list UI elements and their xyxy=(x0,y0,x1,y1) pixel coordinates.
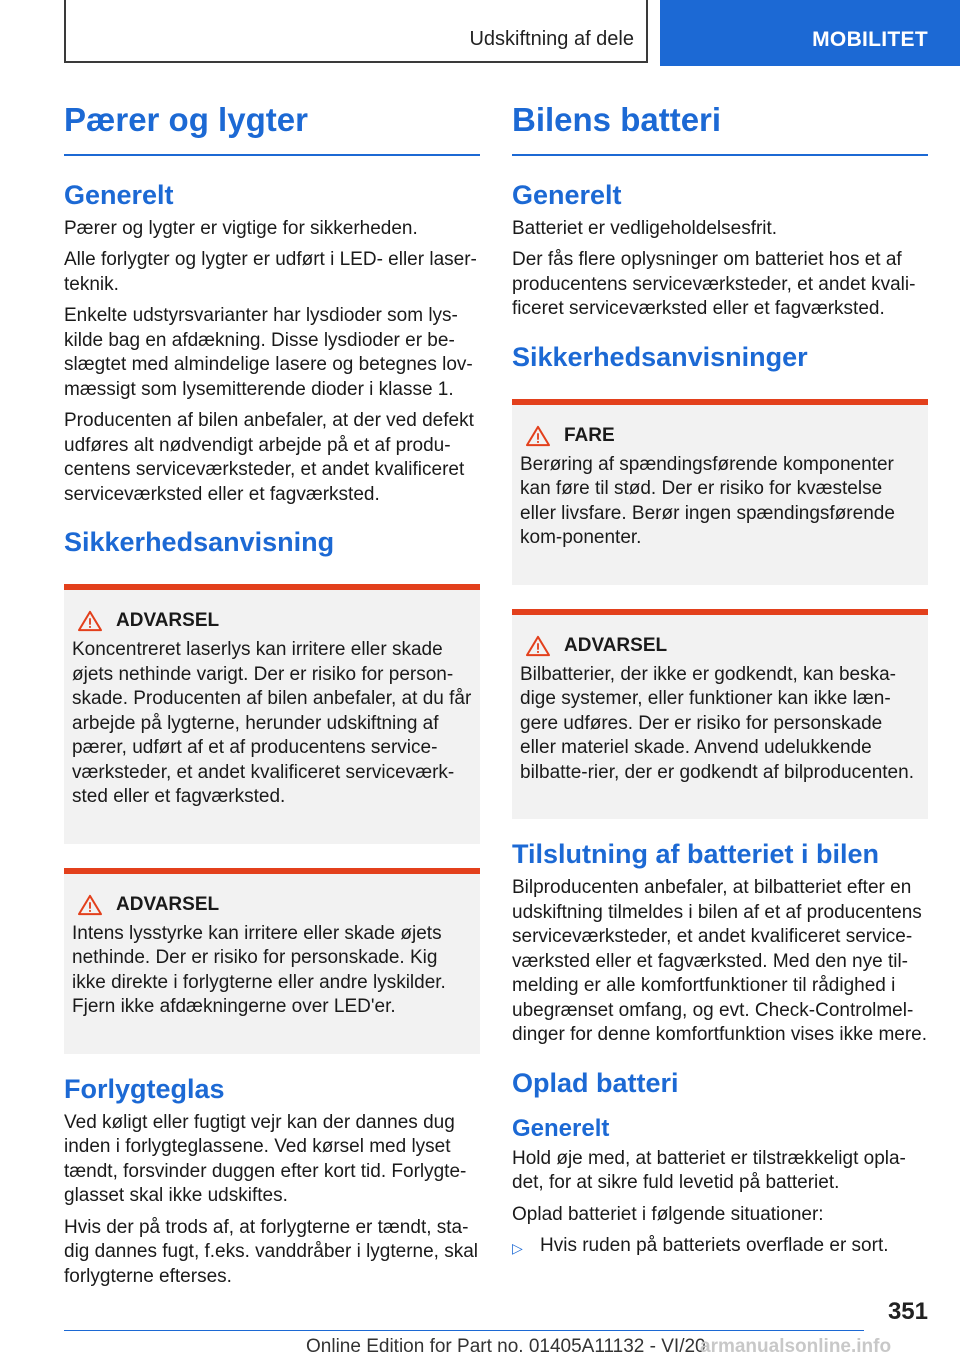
list-item xyxy=(512,1234,928,1261)
warning-triangle-icon xyxy=(76,610,104,632)
paragraph: Oplad batteriet i følgende situationer: xyxy=(512,1203,824,1225)
paragraph: Hvis der på trods af, at forlygterne er tændt, sta-dig dannes fugt, f.eks. vanddråber i lygterne, skal forlygterne efterses. xyxy=(64,1216,479,1287)
heading-connect-battery: Tilslutning af batteriet i bilen xyxy=(512,839,880,870)
danger-header xyxy=(520,425,922,447)
warning-box xyxy=(64,584,480,844)
paragraph: Batteriet er vedligeholdelsesfrit. xyxy=(512,217,778,239)
warning-text: Intens lysstyrke kan irritere eller skade øjets nethinde. Der er risiko for personskade. Kig ikke direkte i forlygterne eller andre lyskilder. Fjern ikke afdækningerne over LED'er. xyxy=(72,922,446,1018)
warning-header xyxy=(72,610,474,632)
danger-text: Berøring af spændingsførende komponenter kan føre til stød. Der er risiko for kvæstelse eller livsfare. Berør ingen spændingsførende kom-ponenter. xyxy=(520,453,895,549)
list-item-text: Hvis ruden på batteriets overflade er sort. xyxy=(540,1235,889,1257)
paragraph: Der fås flere oplysninger om batteriet hos et af producentens serviceværksteder, et andet kvali-ficeret serviceværksted eller et fagværksted. xyxy=(512,249,916,320)
footer-rule xyxy=(64,1330,864,1331)
heading-safety: Sikkerhedsanvisning xyxy=(64,527,335,558)
paragraph: Ved køligt eller fugtigt vejr kan der dannes dug inden i forlygteglassene. Ved kørsel med lyset tændt, forsvinder duggen efter kort tid. Forlygte-glasset skal ikke udskiftes. xyxy=(64,1111,467,1207)
warning-title: ADVARSEL xyxy=(564,634,668,656)
subheading-general: Generelt xyxy=(512,1114,610,1142)
paragraph: Alle forlygter og lygter er udført i LED- eller laser-teknik. xyxy=(64,249,477,295)
paragraph: Hold øje med, at batteriet er tilstrækkeligt opla-det, for at sikre fuld levetid på batteriet. xyxy=(512,1147,906,1194)
triangle-bullet-icon: ▷ xyxy=(512,1240,523,1257)
left-column xyxy=(64,100,480,1296)
warning-triangle-icon xyxy=(524,425,552,447)
warning-triangle-icon xyxy=(76,894,104,916)
footer-edition: Online Edition for Part no. 01405A11132 - VI/20 xyxy=(306,1336,706,1357)
heading-general: Generelt xyxy=(64,179,174,210)
paragraph: Bilproducenten anbefaler, at bilbatteriet efter en udskiftning tilmeldes i bilen af et af producentens serviceværksteder, et andet kvalificeret service-værksted eller et fagværksted. Med den nye til-melding er alle komfortfunktioner til rådighed i ubegrænset omfang, og evt. Check-Controlmel-dinger for denne komfortfunktion vises ikke mere. xyxy=(512,877,928,1046)
heading-charge-battery: Oplad batteri xyxy=(512,1067,679,1098)
warning-box xyxy=(64,868,480,1054)
paragraph: Enkelte udstyrsvarianter har lysdioder som lys-kilde bag en afdækning. Disse lysdioder er be-slægtet med almindelige lasere og betegnes lov-mæssigt som lysemitterende dioder i klasse 1. xyxy=(64,305,473,400)
paragraph: Producenten af bilen anbefaler, at der ved defekt udføres alt nødvendigt arbejde på et af produ-centens serviceværksteder, et andet kvalificeret serviceværksted eller et fagværksted. xyxy=(64,410,474,505)
heading-safety: Sikkerhedsanvisninger xyxy=(512,341,808,372)
paragraph: Pærer og lygter er vigtige for sikkerheden. xyxy=(64,217,418,239)
danger-title: FARE xyxy=(564,424,615,446)
page-header xyxy=(0,0,960,66)
breadcrumb-label: Udskiftning af dele xyxy=(469,28,634,50)
warning-title: ADVARSEL xyxy=(116,610,220,632)
warning-triangle-icon xyxy=(524,635,552,657)
section-label: MOBILITET xyxy=(812,28,928,51)
warning-box xyxy=(512,609,928,820)
section-title-battery: Bilens batteri xyxy=(512,100,928,156)
section-title-bulbs: Pærer og lygter xyxy=(64,100,480,156)
warning-header xyxy=(520,635,922,657)
danger-box xyxy=(512,399,928,585)
warning-header xyxy=(72,894,474,916)
warning-text: Koncentreret laserlys kan irritere eller skade øjets nethinde varigt. Der er risiko for person-skade. Producenten af bilen anbefaler, at du får arbejde på lygterne, herunder udskiftning af pærer, udført af et af producentens service-værksteder, et andet kvalificeret serviceværk-sted eller et fagværksted. xyxy=(72,639,472,808)
right-column xyxy=(512,100,928,1261)
warning-title: ADVARSEL xyxy=(116,893,220,915)
heading-headlamp-glass: Forlygteglas xyxy=(64,1073,225,1104)
page-number: 351 xyxy=(887,1298,928,1325)
watermark: armanualsonline.info xyxy=(700,1336,892,1357)
breadcrumb xyxy=(64,0,648,63)
section-tab xyxy=(660,0,960,66)
warning-text: Bilbatterier, der ikke er godkendt, kan beska-dige systemer, eller funktioner kan ikke læn-gere udføres. Der er risiko for personskade eller materiel skade. Anvend udelukkende bilbatte-rier, der er godkendt af bilproducenten. xyxy=(520,663,914,783)
heading-general: Generelt xyxy=(512,179,622,210)
